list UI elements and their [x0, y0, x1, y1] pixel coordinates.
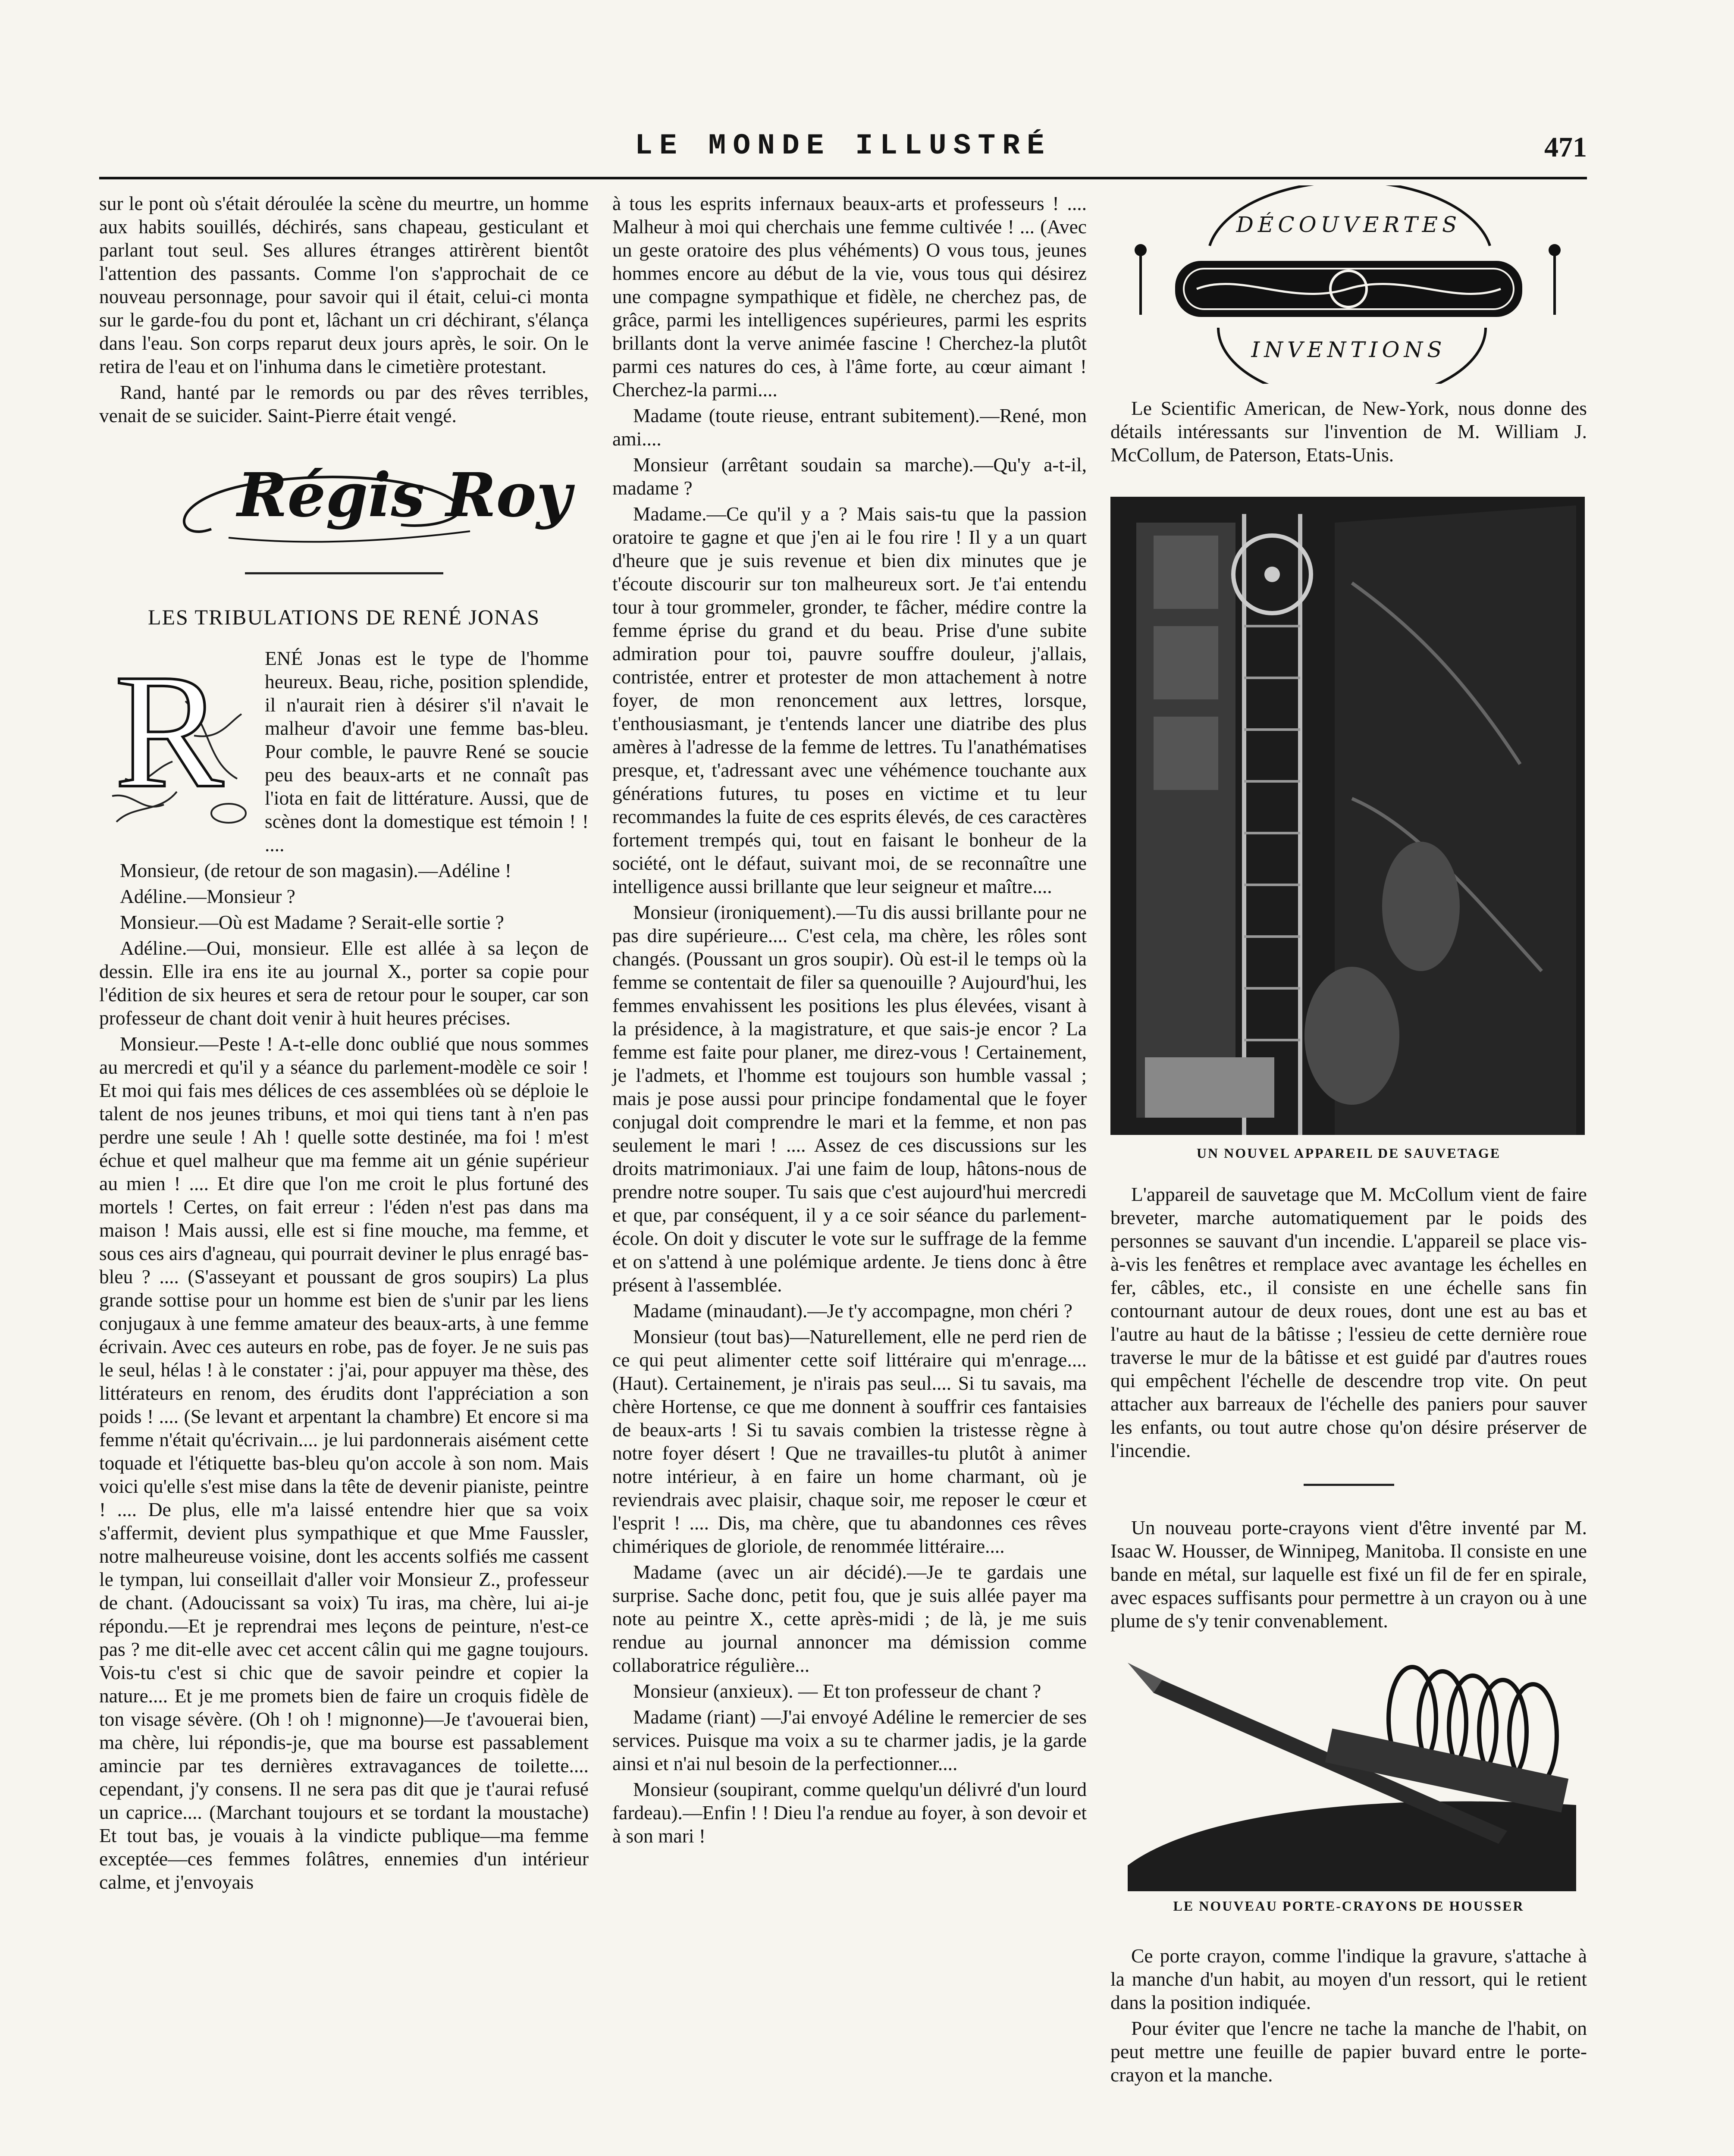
column-3 [1110, 185, 1587, 2089]
sauvetage-engraving [1110, 497, 1585, 1135]
dropcap-letter: R [114, 640, 224, 822]
decouvertes-inventions-banner [1110, 185, 1587, 384]
ornamental-dropcap [99, 640, 254, 835]
paragraph: Monsieur.—Peste ! A-t-elle donc oublié que nous sommes au mercredi et qu'il y a séance du parlement-modèle ce soir ! Et moi qui fais mes délices de ces assemblées où se déploie le talent de nos jeunes tribuns, et moi qui tiens tant à n'en pas perdre une seule ! Ah ! quelle sotte destinée, ma foi ! m'est échue et quel malheur que ma femme ait un génie supérieur au mien ! .... Et dire que l'on me croit le plus fortuné des mortels ! Certes, on fait erreur : l'éden n'est pas dans ma maison ! Mais aussi, elle est si fine mouche, ma femme, et sous ces airs d'agneau, qui pourrait deviner le plus enragé bas-bleu ? .... (S'asseyant et poussant de gros soupirs) La plus grande sottise pour un homme est bien de s'unir par les liens conjugaux à une femme amateur des beaux-arts, à une femme écrivain. Avec ces auteurs en robe, pas de foyer. Je ne suis pas le seul, hélas ! à le constater : j'ai, pour appuyer ma thèse, des littérateurs en renom, des érudits dont l'appréciation a son poids ! .... (Se levant et arpentant la chambre) Et encore si ma femme n'était qu'écrivain.... je lui pardonnerais aisément cette toquade et l'étiquette bas-bleu qu'on accole à son nom. Mais voici qu'elle s'est mise dans la tête de devenir pianiste, peintre ! .... De plus, elle m'a laissé entendre hier que sa voix s'affermit, devient plus sympathique et que Mme Faussler, notre malheureuse voisine, dont les accents solfiés me cassent le tympan, lui conseillait d'aller voir Monsieur Z., professeur de chant. (Adoucissant sa voix) Tu iras, ma chère, lui ai-je répondu.—Et je reprendrai mes leçons de peinture, n'est-ce pas ? me dit-elle avec cet accent câlin qui me gagne toujours. Vois-tu c'est si chic que de savoir peindre et copier la nature.... Et je me promets bien de faire un croquis fidèle de ton visage sévère. (Oh ! oh ! mignonne)—Je t'avouerai bien, ma chère, lui répondis-je, que ma bourse est passablement amincie par tes dernières extravagances de toilette.... cependant, j'y consens. Il ne sera pas dit que je t'aurai refusé un caprice.... (Marchant toujours et se tordant la moustache) Et tout bas, je vouais à la vindicte publique—ma femme exceptée—ces femmes folâtres, ennemies d'un intérieur calme, et j'envoyais [99, 1033, 589, 1893]
paragraph: Monsieur (arrêtant soudain sa marche).—Qu'y a-t-il, madame ? [612, 454, 1087, 499]
paragraph: Ce porte crayon, comme l'indique la gravure, s'attache à la manche d'un habit, au moyen d'un ressort, qui le retient dans la position indiquée. [1110, 1945, 1587, 2013]
paragraph: sur le pont où s'était déroulée la scène du meurtre, un homme aux habits souillés, déchirés, sans chapeau, gesticulant et parlant tout seul. Ses allures étranges attirèrent bientôt l'attention des passants. Comme l'on s'approchait de ce nouveau personnage, pour savoir qui il était, celui-ci monta sur le garde-fou du pont et, lâchant un cri déchirant, s'élança dans l'eau. Son corps reparut deux jours après, le soir. On le retira de l'eau et on l'inhuma dans le cimetière protestant. [99, 192, 589, 377]
paragraph: Monsieur, (de retour de son magasin).—Adéline ! [120, 859, 511, 881]
paragraph: Monsieur (ironiquement).—Tu dis aussi brillante pour ne pas dire supérieure.... C'est cela, ma chère, les rôles sont changés. (Poussant un gros soupir). Où est-il le temps où la femme se contentait de filer sa quenouille ? Aujourd'hui, les femmes envahissent les positions les plus élevées, visant à la présidence, à la magistrature, et que sais-je encor ? La femme est faite pour planer, me direz-vous ! Certainement, je l'admets, et l'homme est toujours son humble vassal ; mais je pose aussi pour principe fondamental que le foyer conjugal doit comprendre le mari et la femme, et non pas seulement le mari ! .... Assez de ces discussions sur les droits matrimoniaux. J'ai une faim de loup, hâtons-nous de prendre notre souper. Tu sais que c'est aujourd'hui mercredi et que, par conséquent, il y a ce soir séance du parlement-école. On doit y discuter le vote sur le suffrage de la femme et on s'attend à une polémique ardente. Je tiens donc à être présent à l'assemblée. [612, 901, 1087, 1296]
column-2 [612, 192, 1087, 1850]
paragraph: Madame (riant) —J'ai envoyé Adéline le remercier de ses services. Puisque ma voix a su te charmer jadis, je la garde ainsi et n'ai nul besoin de la perfectionner.... [612, 1706, 1087, 1774]
paragraph: Rand, hanté par le remords ou par des rêves terribles, venait de se suicider. Saint-Pierre était vengé. [99, 381, 589, 426]
porte-crayons-engraving [1110, 1650, 1585, 1891]
column-1 [99, 192, 589, 1896]
figure-caption: LE NOUVEAU PORTE-CRAYONS DE HOUSSER [1173, 1898, 1524, 1914]
paragraph: Monsieur (tout bas)—Naturellement, elle ne perd rien de ce qui peut alimenter cette soif littéraire qui m'enrage.... (Haut). Certainement, je n'irais pas seul.... Si tu savais, ma chère Hortense, ce que me donnent à souffrir ces fantaisies de beaux-arts ! Si tu savais combien la tristesse règne à notre foyer désert ! Que ne travailles-tu plutôt à animer notre intérieur, à en faire un home charmant, où je reviendrais avec plaisir, chaque soir, me reposer le cœur et l'esprit ! .... Dis, ma chère, que tu abandonnes ces rêves chimériques de gloriole, de renommée littéraire.... [612, 1326, 1087, 1557]
engraving-illustration [1110, 1650, 1585, 1891]
signature-flourish [733, 2152, 1143, 2156]
paragraph: Adéline.—Monsieur ? [120, 885, 295, 907]
paragraph: Un nouveau porte-crayons vient d'être inventé par M. Isaac W. Housser, de Winnipeg, Manitoba. Il consiste en une bande en métal, sur laquelle est fixé un fil de fer en spirale, avec espaces suffisants pour permettre à un crayon ou à une plume de s'y tenir convenablement. [1110, 1517, 1587, 1632]
section-divider [1304, 1484, 1394, 1486]
engraving-illustration [1110, 497, 1585, 1135]
figure-caption: UN NOUVEL APPAREIL DE SAUVETAGE [1196, 1145, 1501, 1161]
paragraph: à tous les esprits infernaux beaux-arts et professeurs ! .... Malheur à moi qui cherchais une femme cultivée ! ... (Avec un geste oratoire des plus véhéments) O vous tous, jeunes hommes encore au début de la vie, vous tous qui désirez une compagne sympathique et fidèle, ne cherchez pas, de grâce, parmi les intelligences supérieures, parmi les esprits brillants dont la verve animée fascine ! Cherchez-la plutôt parmi ces natures do ces, à l'âme forte, au cœur aimant ! Cherchez-la parmi.... [612, 192, 1087, 401]
signature-text: Régis Roy [237, 460, 572, 531]
paragraph: L'appareil de sauvetage que M. McCollum vient de faire breveter, marche automatiquement par le poids des personnes se sauvant d'un incendie. L'appareil se place vis-à-vis les fenêtres et remplace avec avantage les échelles en fer, câbles, etc., il consiste en une échelle sans fin contournant autour de deux roues, dont une est au bas et l'autre au haut de la bâtisse ; l'essieu de cette dernière roue traverse le mur de la bâtisse et est guidé par d'autres roues qui empêchent l'échelle de descendre trop vite. On peut attacher aux barreaux de l'échelle des paniers pour sauver les enfants, ou tout autre chose qu'on désire préserver de l'incendie. [1110, 1183, 1587, 1461]
paragraph: Adéline.—Oui, monsieur. Elle est allée à sa leçon de dessin. Elle ira ens ite au journal X., porter sa copie pour l'édition de six heures et sera de retour pour le souper, car son professeur de chant doit venir à huit heures précises. [99, 937, 589, 1029]
paragraph: Monsieur.—Où est Madame ? Serait-elle sortie ? [120, 911, 504, 933]
signature-gilberte [733, 2152, 1143, 2156]
banner-bottom-text: INVENTIONS [1251, 337, 1446, 362]
banner-top-text: DÉCOUVERTES [1236, 212, 1461, 237]
paragraph: Pour éviter que l'encre ne tache la manche de l'habit, on peut mettre une feuille de papier buvard entre le porte-crayon et la manche. [1110, 2017, 1587, 2086]
section-divider [245, 572, 443, 574]
paragraph: ENÉ Jonas est le type de l'homme heureux. Beau, riche, position splendide, il n'aurait rien à désirer s'il n'avait le malheur d'avoir une femme bas-bleu. Pour comble, le pauvre René se soucie peu des beaux-arts et ne connaît pas l'iota en fait de littérature. Aussi, que de scènes dont la domestique est témoin ! ! .... [265, 647, 589, 856]
paragraph: Le Scientific American, de New-York, nous donne des détails intéressants sur l'invention de M. William J. McCollum, de Paterson, Etats-Unis. [1110, 397, 1587, 466]
running-title: LE MONDE ILLUSTRÉ [635, 129, 1051, 163]
paragraph: Madame.—Ce qu'il y a ? Mais sais-tu que la passion oratoire te gagne et que j'en ai le fou rire ! Il y a un quart d'heure que je suis revenue et bien dix minutes que je t'écoute discourir sur ton malheureux sort. Je t'ai entendu tour à tour grommeler, gronder, te fâcher, médire contre la femme éprise du grand et du beau. Prise d'une subite admiration pour toi, pauvre souffre douleur, j'allais, contristée, entrer et protester de mon attachement à notre foyer, de mon renoncement aux lettres, lorsque, t'enthousiasmant, je t'entends lancer une diatribe des plus amères à l'adresse de la femme de lettres. Tu l'anathématises presque, et, t'adressant avec une véhémence touchante aux générations futures, tu poses en victime et tu leur recommandes la fuite de ces esprits élevés, de ces caractères fortement trempés qui, tout en faisant le bonheur de la société, ont le défaut, suivant moi, de se reconnaître une intelligence aussi brillante que leur seigneur et maître.... [612, 503, 1087, 897]
paragraph: Madame (avec un air décidé).—Je te gardais une surprise. Sache donc, petit fou, que je suis allée payer ma note au peintre X., cette après-midi ; de là, je me suis rendue au journal annoncer ma démission comme collaboratrice régulière... [612, 1561, 1087, 1676]
signature-regis-roy [99, 430, 589, 559]
paragraph: Madame (toute rieuse, entrant subitement).—René, mon ami.... [612, 404, 1087, 450]
page-header [99, 129, 1587, 179]
paragraph: Madame (minaudant).—Je t'y accompagne, mon chéri ? [633, 1300, 1072, 1322]
page-number: 471 [1544, 132, 1587, 163]
paragraph: Monsieur (anxieux). — Et ton professeur de chant ? [633, 1680, 1041, 1702]
section-title: LES TRIBULATIONS DE RENÉ JONAS [147, 605, 540, 629]
paragraph: Monsieur (soupirant, comme quelqu'un délivré d'un lourd fardeau).—Enfin ! ! Dieu l'a rendue au foyer, à son devoir et à son mari ! [612, 1778, 1087, 1847]
